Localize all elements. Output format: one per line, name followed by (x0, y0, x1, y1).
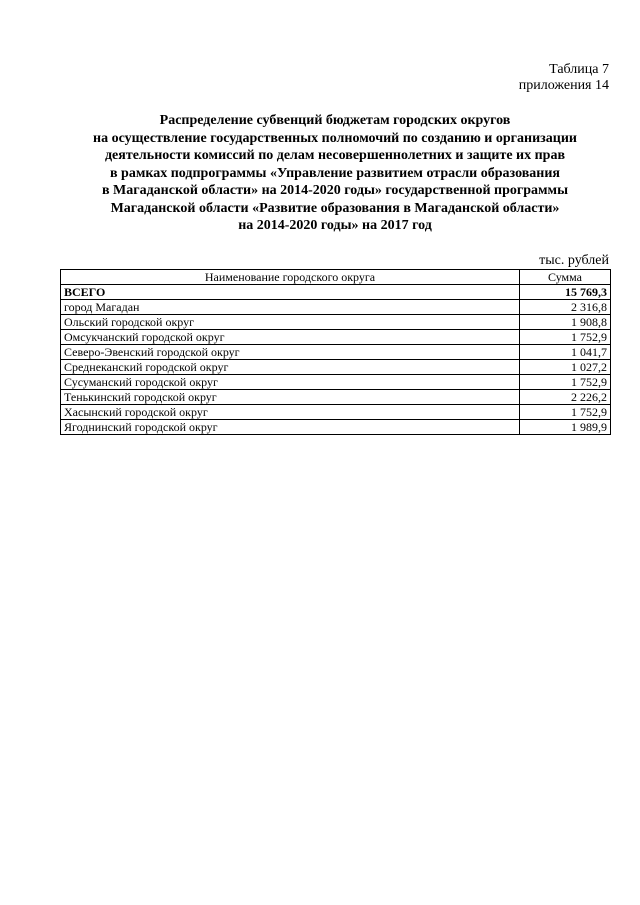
column-header-name: Наименование городского округа (61, 270, 520, 285)
row-sum: 1 752,9 (520, 405, 611, 420)
title-line: Магаданской области «Развитие образования в Магаданской области» (110, 200, 560, 216)
row-sum: 15 769,3 (520, 285, 611, 300)
units-label: тыс. рублей (539, 253, 609, 268)
column-header-sum: Сумма (520, 270, 611, 285)
table-row (61, 375, 611, 390)
row-sum: 1 752,9 (520, 375, 611, 390)
table-row (61, 420, 611, 435)
title-line: в Магаданской области» на 2014-2020 годы» государственной программы (101, 183, 569, 198)
table-number: Таблица 7 (549, 62, 609, 77)
table-row (61, 315, 611, 330)
title-line: на 2014-2020 годы» на 2017 год (238, 218, 432, 233)
row-name: ВСЕГО (61, 285, 520, 300)
table-row-total (61, 285, 611, 300)
row-sum: 1 041,7 (520, 345, 611, 360)
row-name: Северо-Эвенский городской округ (61, 345, 520, 360)
row-name: Тенькинский городской округ (61, 390, 520, 405)
row-sum: 1 027,2 (520, 360, 611, 375)
table-row (61, 345, 611, 360)
row-sum: 1 989,9 (520, 420, 611, 435)
table-reference (519, 62, 609, 94)
row-sum: 2 226,2 (520, 390, 611, 405)
table-row (61, 405, 611, 420)
row-name: Сусуманский городской округ (61, 375, 520, 390)
distribution-table (60, 269, 611, 435)
row-name: Ягоднинский городской округ (61, 420, 520, 435)
appendix-number: приложения 14 (518, 78, 609, 93)
title-line: Распределение субвенций бюджетам городских округов (159, 113, 511, 128)
row-sum: 2 316,8 (520, 300, 611, 315)
row-sum: 1 752,9 (520, 330, 611, 345)
table-header-row (61, 270, 611, 285)
title-line: в рамках подпрограммы «Управление развитием отрасли образования (109, 165, 561, 181)
row-name: город Магадан (61, 300, 520, 315)
table-row (61, 300, 611, 315)
row-name: Омсукчанский городской округ (61, 330, 520, 345)
row-name: Среднеканский городской округ (61, 360, 520, 375)
row-name: Ольский городской округ (61, 315, 520, 330)
row-sum: 1 908,8 (520, 315, 611, 330)
row-name: Хасынский городской округ (61, 405, 520, 420)
table-row (61, 360, 611, 375)
table-row (61, 390, 611, 405)
title-line: деятельности комиссий по делам несовершеннолетних и защите их прав (104, 148, 566, 163)
table-row (61, 330, 611, 345)
title-line: на осуществление государственных полномочий по созданию и организации (93, 130, 577, 146)
document-title (40, 112, 630, 235)
